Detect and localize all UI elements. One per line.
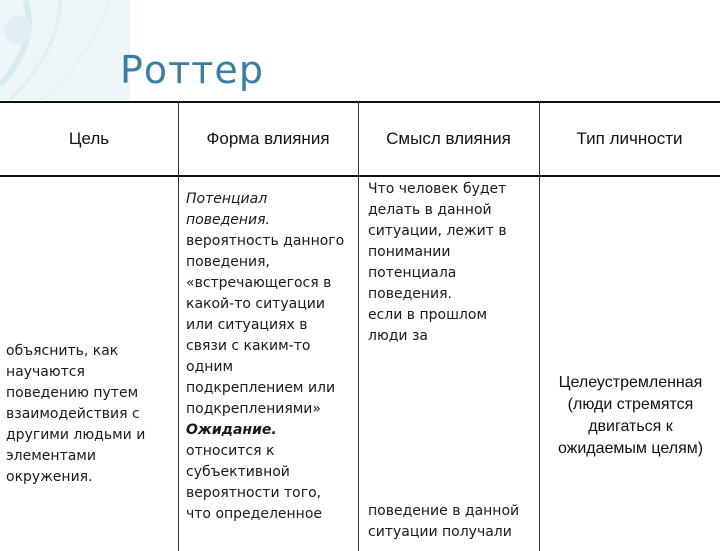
header-form: Форма влияния [206,128,330,148]
type-line: ожидаемым целям) [557,440,704,457]
meaning-line: Что человек будет [368,181,507,197]
meaning-line: люди за [368,328,428,344]
goal-line: поведению путем [6,385,139,401]
goal-line: элементами [6,448,96,464]
meaning-line: поведения. [368,286,452,302]
form-line: одним [186,359,234,375]
corner-decoration [0,0,130,100]
form-line: вероятность данного [186,233,345,249]
goal-line: другими людьми и [6,427,146,443]
form-line: «встречающегося в [186,275,332,291]
goal-cell [6,341,176,488]
type-line: Целеустремленная [558,374,703,391]
goal-line: научаются [6,364,85,380]
form-line: какой-то ситуации [186,296,325,312]
goal-line: объяснить, как [6,343,119,359]
form-cell [186,189,354,525]
type-line: (люди стремятся [567,396,694,413]
goal-line: взаимодействия с [6,406,140,422]
meaning-line: делать в данной [368,202,492,218]
form-line: что определенное [186,506,323,522]
meaning-line: ситуации получали [368,524,512,540]
slide-title: Роттер [120,48,264,92]
form-line: подкреплениями» [186,401,321,417]
expectation-term: Ожидание. [186,422,277,438]
meaning-line: поведение в данной [368,503,520,519]
type-line: двигаться к [588,418,673,435]
meaning-line: ситуации, лежит в [368,223,507,239]
form-line: или ситуациях в [186,317,308,333]
header-meaning: Смысл влияния [386,128,511,148]
form-line: субъективной [186,464,290,480]
meaning-line: потенциала [368,265,457,281]
meaning-cell-continued [368,501,536,543]
form-line: связи с каким-то [186,338,311,354]
form-line: подкреплением или [186,380,336,396]
comparison-table [0,101,720,551]
personality-type-cell [541,372,720,460]
goal-line: окружения. [6,469,93,485]
header-goal: Цель [68,128,110,148]
form-line: относится к [186,443,275,459]
form-line: вероятности того, [186,485,322,501]
header-type: Тип личности [576,128,683,148]
form-line: поведения, [186,254,270,270]
behavior-potential-term: Потенциал поведения. [186,191,270,228]
meaning-cell [368,179,536,347]
meaning-line: если в прошлом [368,307,487,323]
meaning-line: понимании [368,244,451,260]
